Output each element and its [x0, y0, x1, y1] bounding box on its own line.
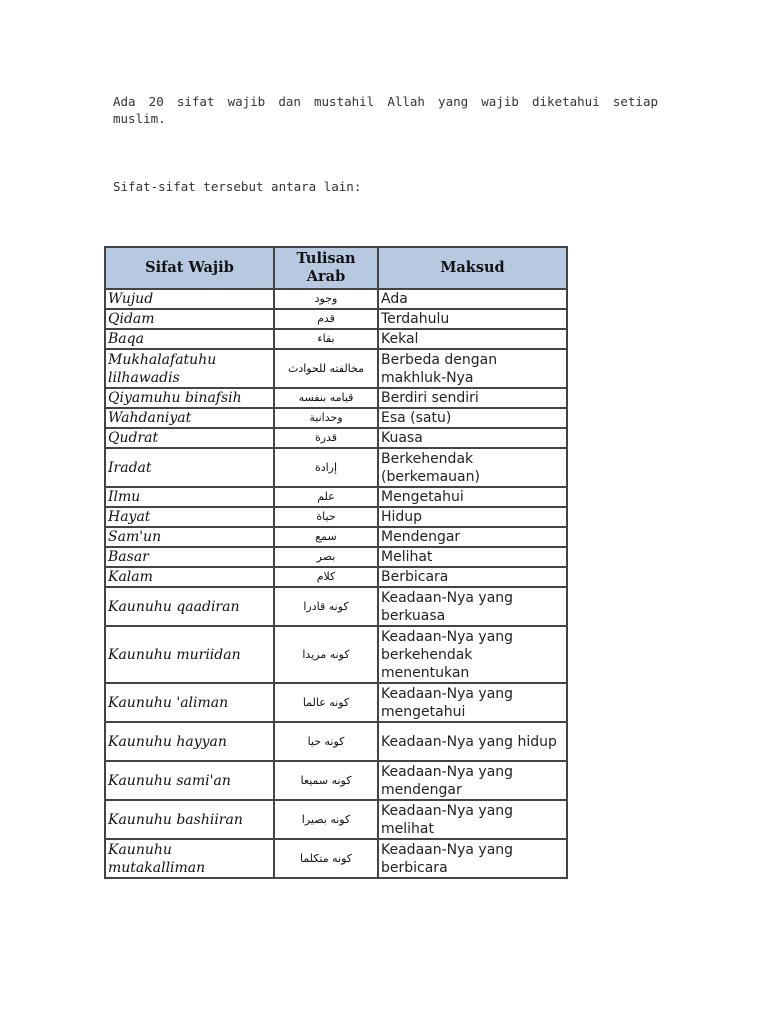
- sifat-arab: إرادة: [274, 448, 378, 487]
- sifat-name: Kalam: [105, 567, 274, 587]
- sifat-arab: قدرة: [274, 428, 378, 448]
- sifat-meaning: Keadaan-Nya yang mendengar: [378, 761, 567, 800]
- sifat-meaning: Berbeda dengan makhluk-Nya: [378, 349, 567, 388]
- sifat-meaning: Ada: [378, 289, 567, 309]
- sifat-meaning: Mendengar: [378, 527, 567, 547]
- sifat-name: Baqa: [105, 329, 274, 349]
- sifat-name: Qidam: [105, 309, 274, 329]
- header-maksud: Maksud: [378, 247, 567, 289]
- sifat-meaning: Keadaan-Nya yang melihat: [378, 800, 567, 839]
- table-row: [105, 329, 567, 349]
- sifat-arab: وجود: [274, 289, 378, 309]
- sifat-arab: كونه عالما: [274, 683, 378, 722]
- sifat-name: Wujud: [105, 289, 274, 309]
- sifat-meaning: Esa (satu): [378, 408, 567, 428]
- sifat-meaning: Keadaan-Nya yang mengetahui: [378, 683, 567, 722]
- sifat-meaning: Kekal: [378, 329, 567, 349]
- sifat-arab: قدم: [274, 309, 378, 329]
- table-row: [105, 839, 567, 878]
- sifat-arab: علم: [274, 487, 378, 507]
- header-tulisan-arab: Tulisan Arab: [274, 247, 378, 289]
- sifat-name: Kaunuhu hayyan: [105, 722, 274, 761]
- table-row: [105, 487, 567, 507]
- table-row: [105, 507, 567, 527]
- sifat-name: Ilmu: [105, 487, 274, 507]
- table-row: [105, 761, 567, 800]
- table-row: [105, 626, 567, 683]
- sifat-arab: كلام: [274, 567, 378, 587]
- sifat-meaning: Keadaan-Nya yang berkuasa: [378, 587, 567, 626]
- sifat-name: Basar: [105, 547, 274, 567]
- table-row: [105, 309, 567, 329]
- table-row: [105, 567, 567, 587]
- sifat-name: Hayat: [105, 507, 274, 527]
- sifat-arab: وحدانية: [274, 408, 378, 428]
- table-row: [105, 448, 567, 487]
- table-row: [105, 289, 567, 309]
- sifat-meaning: Berdiri sendiri: [378, 388, 567, 408]
- sifat-arab: سمع: [274, 527, 378, 547]
- sifat-meaning: Terdahulu: [378, 309, 567, 329]
- table-row: [105, 388, 567, 408]
- table-row: [105, 722, 567, 761]
- table-row: [105, 683, 567, 722]
- sifat-name: Kaunuhu 'aliman: [105, 683, 274, 722]
- sifat-meaning: Keadaan-Nya yang berbicara: [378, 839, 567, 878]
- sifat-meaning: Melihat: [378, 547, 567, 567]
- sifat-arab: بصر: [274, 547, 378, 567]
- sifat-name: Iradat: [105, 448, 274, 487]
- sifat-meaning: Keadaan-Nya yang berkehendak menentukan: [378, 626, 567, 683]
- sifat-arab: كونه مريدا: [274, 626, 378, 683]
- sifat-name: Qiyamuhu binafsih: [105, 388, 274, 408]
- sifat-arab: كونه متكلما: [274, 839, 378, 878]
- sifat-arab: كونه سميعا: [274, 761, 378, 800]
- table-row: [105, 428, 567, 448]
- table-row: [105, 547, 567, 567]
- sifat-arab: بقاء: [274, 329, 378, 349]
- sifat-arab: حياة: [274, 507, 378, 527]
- intro-subtitle: Sifat-sifat tersebut antara lain:: [113, 179, 362, 194]
- table-header-row: [105, 247, 567, 289]
- sifat-meaning: Mengetahui: [378, 487, 567, 507]
- sifat-name: Kaunuhu sami'an: [105, 761, 274, 800]
- sifat-name: Qudrat: [105, 428, 274, 448]
- table-row: [105, 349, 567, 388]
- sifat-wajib-table: [104, 246, 568, 879]
- intro-paragraph: Ada 20 sifat wajib dan mustahil Allah yang wajib diketahui setiap muslim.: [113, 94, 658, 126]
- sifat-name: Kaunuhu bashiiran: [105, 800, 274, 839]
- sifat-name: Wahdaniyat: [105, 408, 274, 428]
- table-row: [105, 408, 567, 428]
- sifat-name: Kaunuhu qaadiran: [105, 587, 274, 626]
- sifat-meaning: Kuasa: [378, 428, 567, 448]
- sifat-arab: كونه حيا: [274, 722, 378, 761]
- sifat-meaning: Berbicara: [378, 567, 567, 587]
- sifat-name: Kaunuhu mutakalliman: [105, 839, 274, 878]
- sifat-meaning: Berkehendak (berkemauan): [378, 448, 567, 487]
- header-sifat-wajib: Sifat Wajib: [105, 247, 274, 289]
- sifat-name: Mukhalafatuhu lilhawadis: [105, 349, 274, 388]
- table-row: [105, 800, 567, 839]
- table-row: [105, 527, 567, 547]
- sifat-name: Sam'un: [105, 527, 274, 547]
- sifat-arab: قيامه بنفسه: [274, 388, 378, 408]
- table-row: [105, 587, 567, 626]
- sifat-meaning: Keadaan-Nya yang hidup: [378, 722, 567, 761]
- sifat-arab: كونه قادرا: [274, 587, 378, 626]
- sifat-name: Kaunuhu muriidan: [105, 626, 274, 683]
- sifat-meaning: Hidup: [378, 507, 567, 527]
- sifat-arab: مخالفته للحوادث: [274, 349, 378, 388]
- sifat-arab: كونه بصيرا: [274, 800, 378, 839]
